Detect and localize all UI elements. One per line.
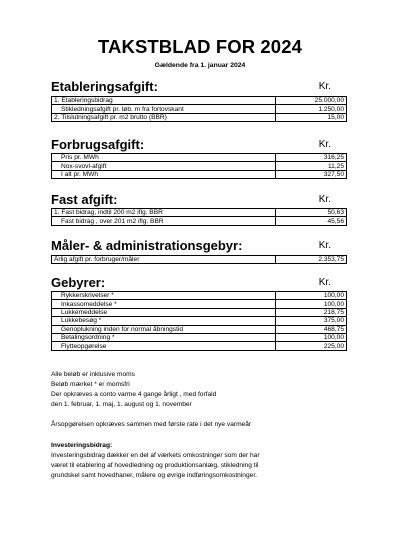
row-label: 1. Etableringsbidrag (52, 97, 276, 105)
rates-table (51, 291, 347, 351)
rates-table (51, 208, 347, 226)
row-amount: 225,00 (276, 342, 347, 350)
investment-heading-text: Investeringsbidrag: (51, 441, 113, 449)
note-line: Årsopgørelsen opkræves sammen med første rate i det nye varmeår (51, 421, 252, 429)
row-label: Stikledningsafgift pr. løb. m fra fortovskant (52, 105, 276, 113)
row-label: 1. Fast bidrag, indtil 200 m2 iflg. BBR (52, 209, 276, 217)
section-title: Fast afgift: (51, 192, 118, 207)
section-unit: Kr. (318, 277, 331, 288)
row-amount: 218,75 (276, 308, 347, 316)
row-label: Lukkemeddelse (52, 308, 276, 316)
row-amount: 100,00 (276, 292, 347, 300)
row-amount: 2.353,75 (276, 256, 347, 264)
row-amount: 1.250,00 (276, 105, 347, 113)
note-line: Beløb mærket * er momsfri (51, 381, 130, 389)
note-line: den 1. februar, 1. maj, 1. august og 1. november (51, 401, 192, 409)
note-line: Der opkræves a conto varme 4 gange årligt , med forfald (51, 391, 217, 399)
section-title: Forbrugsafgift: (51, 137, 145, 152)
row-amount: 375,00 (276, 317, 347, 325)
table-row (52, 300, 347, 308)
row-amount: 45,56 (276, 217, 347, 225)
table-row (52, 170, 347, 178)
section-title: Etableringsafgift: (51, 79, 158, 94)
section-establishment (51, 79, 347, 121)
row-label: Genoplukning inden for normal åbningstid (52, 325, 276, 333)
rates-table (51, 96, 347, 122)
row-label: I alt pr. MWh (52, 170, 276, 178)
table-row (52, 342, 347, 350)
table-row (52, 292, 347, 300)
notes-block (51, 370, 351, 481)
row-label: Fast bidrag , over 201 m2 iflg. BBR (52, 217, 276, 225)
row-amount: 100,00 (276, 300, 347, 308)
row-label: Lukkebesøg * (52, 317, 276, 325)
table-row (52, 209, 347, 217)
row-amount: 50,63 (276, 209, 347, 217)
table-row (52, 308, 347, 316)
table-row (52, 325, 347, 333)
row-label: Rykkerskrivelser * (52, 292, 276, 300)
row-amount: 468,75 (276, 325, 347, 333)
table-row (52, 113, 347, 121)
row-label: Nox-svovl-afgift (52, 162, 276, 170)
page-title: TAKSTBLAD FOR 2024 (98, 36, 302, 57)
section-fees (51, 275, 347, 350)
table-row (52, 105, 347, 113)
section-title: Måler- & administrationsgebyr: (51, 238, 243, 253)
table-row (52, 154, 347, 162)
row-label: Årlig afgift pr. forbruger/måler (52, 256, 276, 264)
note-line: Alle beløb er inklusive moms (51, 371, 135, 378)
rates-table (51, 153, 347, 179)
table-row (52, 256, 347, 264)
table-row (52, 217, 347, 225)
row-amount: 25.000,00 (276, 97, 347, 105)
rates-table (51, 255, 347, 264)
table-row (52, 317, 347, 325)
table-row (52, 333, 347, 341)
table-row (52, 162, 347, 170)
row-label: 2. Tilslutningsafgift pr. m2 brutto (BBR) (52, 113, 276, 121)
table-row (52, 97, 347, 105)
row-label: Flytteopgørelse (52, 342, 276, 350)
investment-text-line: Investeringsbidrag dækker en del af værkets omkostninger som der har (51, 451, 260, 459)
row-amount: 316,25 (276, 154, 347, 162)
row-amount: 327,50 (276, 170, 347, 178)
row-label: Inkassomeddelse * (52, 300, 276, 308)
section-title: Gebyrer: (51, 275, 106, 290)
page-subtitle: Gældende fra 1. januar 2024 (154, 62, 246, 69)
row-label: Betalingsordning * (52, 333, 276, 341)
row-amount: 100,00 (276, 333, 347, 341)
section-meter-admin-fee (51, 238, 347, 264)
investment-heading (51, 441, 351, 451)
investment-text-line: grundskel samt hovedhaner, målere og øvrige indføringsomkostninger. (51, 471, 257, 479)
row-amount: 15,00 (276, 113, 347, 121)
investment-text-line: været til etablering af hovedledning og produktionsanlæg, stikledning til (51, 461, 259, 469)
section-unit: Kr. (318, 139, 331, 150)
section-unit: Kr. (318, 81, 331, 92)
section-unit: Kr. (318, 194, 331, 205)
section-unit: Kr. (318, 240, 331, 251)
section-fixed-fee (51, 192, 347, 225)
section-consumption (51, 137, 347, 178)
row-label: Pris pr. MWh (52, 154, 276, 162)
row-amount: 11,25 (276, 162, 347, 170)
